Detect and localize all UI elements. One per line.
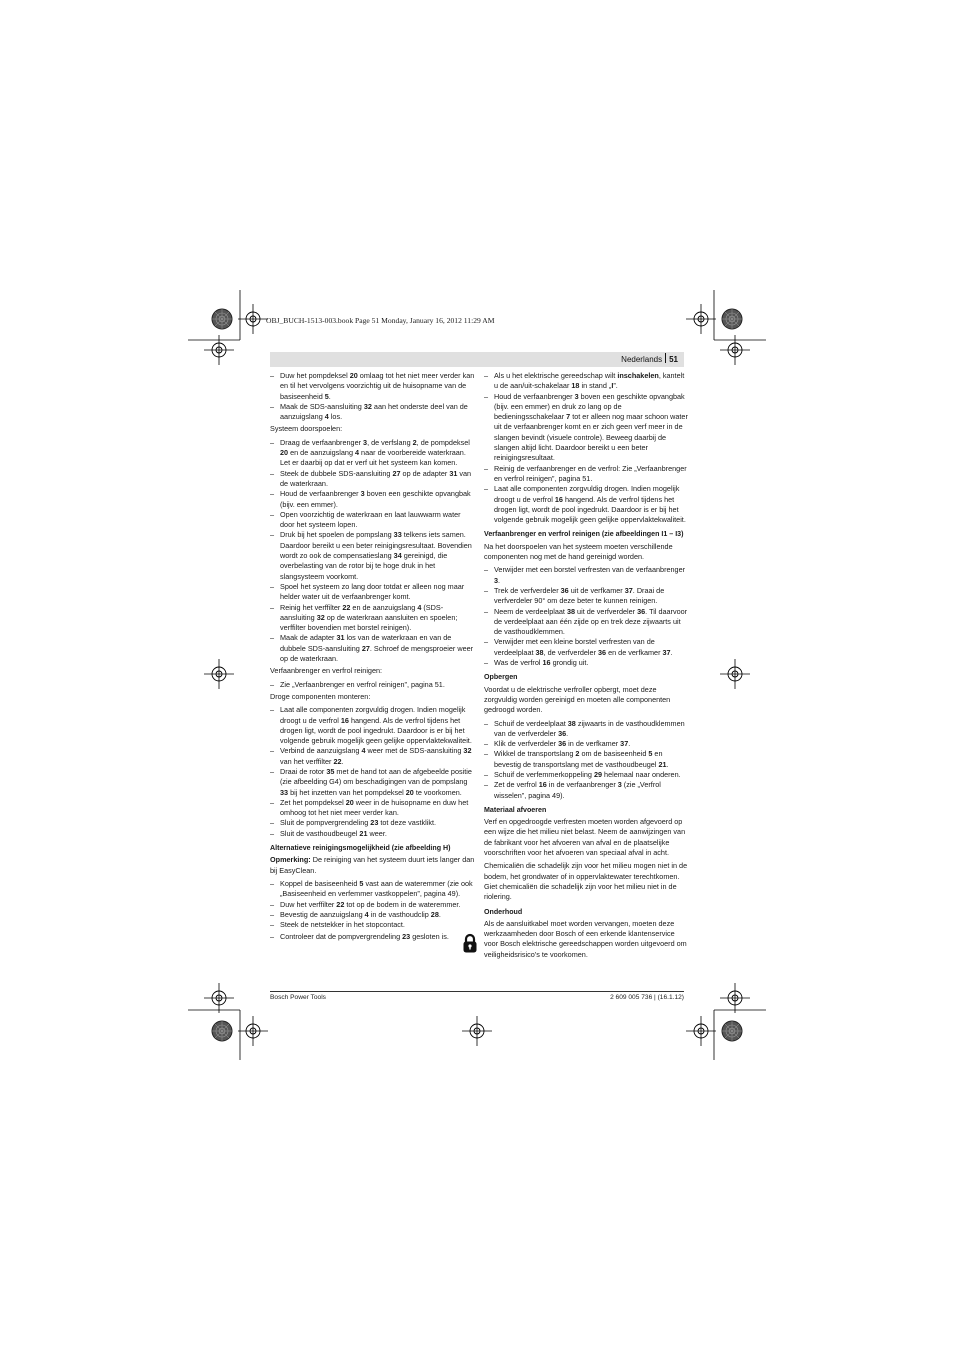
padlock-icon [462,933,478,953]
clean-ref-list [270,680,476,690]
part-number: 4 [361,746,366,756]
disposal-heading: Materiaal afvoeren [484,805,547,814]
file-slug: OBJ_BUCH-1513-003.book Page 51 Monday, January 16, 2012 11:29 AM [266,316,495,325]
part-number: 37 [662,647,671,657]
registration-mark-top-left [238,304,268,334]
list-item: – Sluit de pompvergrendeling 23 tot deze vastklikt. [270,818,476,828]
color-rose-tl [212,309,232,329]
lock-check-list [270,932,476,942]
part-number: 38 [567,718,576,728]
footer-brand: Bosch Power Tools [270,994,326,1001]
part-number: 36 [558,739,567,749]
list-item: – Laat alle componenten zorgvuldig drogen. Indien mogelijk droogt u de verfrol 16 hangend. Als de verfrol tijdens het drogen ligt, wordt de pool ingedrukt. Daardoor is er bij het volgende gebruik mogelijk geen gelijke oppervlaktekwaliteit. [270,705,476,746]
registration-mark-left-bottom [204,983,234,1013]
list-item: – Reinig de verfaanbrenger en de verfrol: Zie „Verfaanbrenger en verfrol reinigen”, pagina 51. [484,464,690,485]
part-number: 33 [393,530,402,540]
part-number: 5 [324,391,329,401]
disposal-text-1: Verf en opgedroogde verfresten moeten worden afgevoerd op een wijze die het milieu niet belast. Neem de aanwijzingen van de fabrikant voor het afvoeren van afval en de plaatselijke voorschriften voor het afvoeren van speciaal afval in acht. [484,817,686,858]
registration-mark-top-right [686,304,716,334]
maintenance-text: Als de aansluitkabel moet worden vervangen, moeten deze werkzaamheden door Bosch of een erkende klantenservice voor Bosch elektrische gereedschappen worden uitgevoerd om veiligheidsrisico’s te voorkomen. [484,918,687,959]
part-number: 16 [340,715,349,725]
part-number: 16 [538,780,547,790]
right-intro-list [484,371,690,525]
registration-mark-bottom-right [686,1016,716,1046]
registration-mark-bottom-center [462,1016,492,1046]
part-number: 38 [535,647,544,657]
part-number: 32 [463,746,472,756]
part-number: 33 [280,787,289,797]
list-item: – Verwijder met een borstel verfresten van de verfaanbrenger 3. [484,565,690,586]
list-item: – Als u het elektrische gereedschap wilt inschakelen, kantelt u de aan/uit-schakelaar 18 in stand „I”. [484,371,690,392]
flush-steps-list [270,438,476,665]
footer-doc-number: 2 609 005 736 | (16.1.12) [610,994,684,1001]
part-number: 18 [571,381,580,391]
list-item: – Draai de rotor 35 met de hand tot aan de afgebeelde positie (zie afbeelding G4) om beschadigingen van de pompslang 33 bij het inzetten van het pompdeksel 20 te voorkomen. [270,767,476,798]
part-number: 34 [393,551,402,561]
part-number: 16 [554,494,563,504]
part-number: 21 [658,759,667,769]
part-number: 4 [417,602,422,612]
header-language-page [621,352,678,367]
list-item: – Maak de SDS-aansluiting 32 aan het onderste deel van de aanzuigslang 4 los. [270,402,476,423]
list-item: – Neem de verdeelplaat 38 uit de verfverdeler 36. Til daarvoor de verdeelplaat aan één zijde op en trek deze zijwaarts uit de vasthoudklemmen. [484,607,690,638]
storage-heading: Opbergen [484,673,518,682]
part-number: 20 [280,448,289,458]
part-number: 5 [648,749,653,759]
list-item: – Druk bij het spoelen de pompslang 33 telkens iets samen. Daardoor bereikt u een beter reinigingsresultaat. Bovendien wordt zo ook de compensatieslang 34 gereinigd, die overbelasting van de rotor bij te hoge druk in het slangsysteem voorkomt. [270,530,476,581]
part-number: 20 [405,787,414,797]
storage-text: Voordat u de elektrische verfroller opbergt, moet deze zorgvuldig worden gereinigd en moeten alle componenten gedroogd worden. [484,684,671,715]
list-item: – Schuif de verdeelplaat 38 zijwaarts in de vasthoudklemmen van de verfverdeler 36. [484,719,690,740]
left-intro-list [270,371,476,422]
part-number: 38 [566,606,576,616]
registration-mark-right-top [720,335,750,365]
part-number: 16 [542,658,551,668]
list-item: – Koppel de basiseenheid 5 vast aan de wateremmer (zie ook „Basiseenheid en verfemmer vastkoppelen”, pagina 49). [270,879,476,900]
list-item: – Zet de verfrol 16 in de verfaanbrenger 3 (zie „Verfrol wisselen”, pagina 49). [484,780,690,801]
note-text: De reiniging van het systeem duurt iets langer dan bij EasyClean. [270,855,475,875]
part-number: 35 [326,766,335,776]
list-item: – Houd de verfaanbrenger 3 boven een geschikte opvangbak (bijv. een emmer) en druk zo lang op de bedieningsschakelaar 7 tot er alleen nog maar schoon water uit de verfaanbrenger komt en er zich geen verf meer in de slangen bevindt (visuele controle). Beweeg daarbij de slangen altijd licht. Daardoor bereikt u een beter reinigingsresultaat. [484,392,690,464]
list-item: – Bevestig de aanzuigslang 4 in de vasthoudclip 28. [270,910,476,920]
part-number: 3 [494,575,499,585]
list-item: – Open voorzichtig de waterkraan en laat lauwwarm water door het systeem lopen. [270,510,476,531]
part-number: 22 [336,899,345,909]
registration-mark-bottom-left [238,1016,268,1046]
part-number: 2 [412,437,417,447]
part-number: 37 [620,739,629,749]
registration-mark-left-top [204,335,234,365]
part-number: 20 [349,371,358,380]
part-number: 36 [558,728,567,738]
part-number: 3 [574,391,579,401]
part-number: 3 [360,489,365,499]
clean-steps-list [484,565,690,668]
part-number: 23 [370,818,379,828]
part-number: 36 [598,647,607,657]
part-number: 23 [402,932,411,942]
list-item: – Spoel het systeem zo lang door totdat er alleen nog maar helder water uit de verfaanbrenger komt. [270,582,476,603]
list-item: – Houd de verfaanbrenger 3 boven een geschikte opvangbak (bijv. een emmer). [270,489,476,510]
mount-steps-list [270,705,476,839]
list-item: – Zet het pompdeksel 20 weer in de huisopname en duw het omhoog tot het niet meer verder kan. [270,798,476,819]
lock-check-item [270,932,476,942]
list-item: – Reinig het verffilter 22 en de aanzuigslang 4 (SDS-aansluiting 32 op de waterkraan aansluiten en spoelen; verffilter bovendien met borstel reinigen). [270,603,476,634]
part-number: 36 [560,585,569,595]
part-number: 32 [363,401,372,411]
part-number: 2 [575,749,580,759]
part-number: I [611,381,614,391]
part-number: 4 [355,448,360,458]
right-column [484,371,690,963]
part-number: 5 [359,878,364,888]
page-header [270,352,684,367]
list-item: – Steek de netstekker in het stopcontact. [270,920,476,930]
part-number: inschakelen [617,371,659,380]
mount-label: Droge componenten monteren: [270,691,371,701]
part-number: 3 [363,437,368,447]
list-item: – Schuif de verfemmerkoppeling 29 helemaal naar onderen. [484,770,690,780]
color-rose-tr [722,309,742,329]
list-item: – Verwijder met een kleine borstel verfresten van de verdeelplaat 38, de verfverdeler 36 en de verfkamer 37. [484,637,690,658]
flush-label: Systeem doorspoelen: [270,424,343,434]
clean-label: Verfaanbrenger en verfrol reinigen: [270,666,383,676]
list-item: – Zie „Verfaanbrenger en verfrol reinigen”, pagina 51. [270,680,476,690]
alt-steps-list [270,879,476,930]
list-item: – Wikkel de transportslang 2 om de basiseenheid 5 en bevestig de transportslang met de vasthoudbeugel 21. [484,749,690,770]
list-item: – Verbind de aanzuigslang 4 weer met de SDS-aansluiting 32 van het verffilter 22. [270,746,476,767]
footer-rule [270,991,684,992]
part-number: 20 [345,797,354,807]
list-item: – Laat alle componenten zorgvuldig drogen. Indien mogelijk droogt u de verfrol 16 hangend. Als de verfrol tijdens het drogen ligt, wordt de pool ingedrukt. Daardoor is er bij het volgende gebruik mogelijk geen gelijke oppervlaktekwaliteit. [484,484,690,525]
part-number: 22 [342,602,351,612]
list-item: – Maak de adapter 31 los van de waterkraan en van de dubbele SDS-aansluiting 27. Schroef de mengsproeier weer op de waterkraan. [270,633,476,664]
part-number: 37 [624,585,633,595]
storage-steps-list [484,719,690,801]
left-column [270,371,476,945]
maintenance-heading: Onderhoud [484,907,523,916]
part-number: 32 [316,612,325,622]
part-number: 22 [333,756,342,766]
clean-text: Na het doorspoelen van het systeem moeten verschillende componenten nog met de hand gereinigd worden. [484,541,673,562]
list-item: – Klik de verfverdeler 36 in de verfkamer 37. [484,739,690,749]
alt-cleaning-heading: Alternatieve reinigingsmogelijkheid (zie afbeelding H) [270,844,451,853]
registration-mark-right-mid [720,659,750,689]
header-language: Nederlands [621,355,663,364]
part-number: 27 [361,643,370,653]
color-rose-bl [212,1021,232,1041]
part-number: 21 [359,828,368,838]
list-item: – Sluit de vasthoudbeugel 21 weer. [270,829,476,839]
page-number: 51 [669,355,678,364]
part-number: 29 [593,769,603,779]
alt-note [270,855,476,876]
list-item: – Trek de verfverdeler 36 uit de verfkamer 37. Draai de verfverdeler 90° om deze beter te kunnen reinigen. [484,586,690,607]
disposal-text-2: Chemicaliën die schadelijk zijn voor het milieu mogen niet in de bodem, het grondwater of in oppervlaktewater terechtkomen. Giet chemicaliën die schadelijk zijn voor het milieu niet in de riolering. [484,861,688,902]
list-item: – Duw het pompdeksel 20 omlaag tot het niet meer verder kan en til het vervolgens voorzichtig uit de huisopname van de basiseenheid 5. [270,371,476,402]
list-item: – Draag de verfaanbrenger 3, de verfslang 2, de pompdeksel 20 en de aanzuigslang 4 naar de voorbereide waterkraan. Let er daarbij op dat er verf uit het systeem kan komen. [270,438,476,469]
registration-mark-left-mid [204,659,234,689]
lock-check-text: Controleer dat de pompvergrendeling 23 gesloten is. [280,932,449,942]
part-number: 31 [336,633,345,643]
part-number: 27 [392,468,401,478]
part-number: 3 [617,780,622,790]
part-number: 28 [430,909,439,919]
part-number: 4 [324,412,329,422]
part-number: 4 [364,909,369,919]
list-item: – Was de verfrol 16 grondig uit. [484,658,690,668]
note-label: Opmerking: [270,855,311,865]
list-item: – Duw het verffilter 22 tot op de bodem in de wateremmer. [270,900,476,910]
part-number: 36 [637,606,646,616]
list-item: – Steek de dubbele SDS-aansluiting 27 op de adapter 31 van de waterkraan. [270,469,476,490]
part-number: 7 [566,412,571,422]
color-rose-br [722,1021,742,1041]
registration-mark-right-bottom [720,983,750,1013]
part-number: 31 [449,468,458,478]
clean-heading: Verfaanbrenger en verfrol reinigen (zie afbeeldingen I1 – I3) [484,530,684,539]
